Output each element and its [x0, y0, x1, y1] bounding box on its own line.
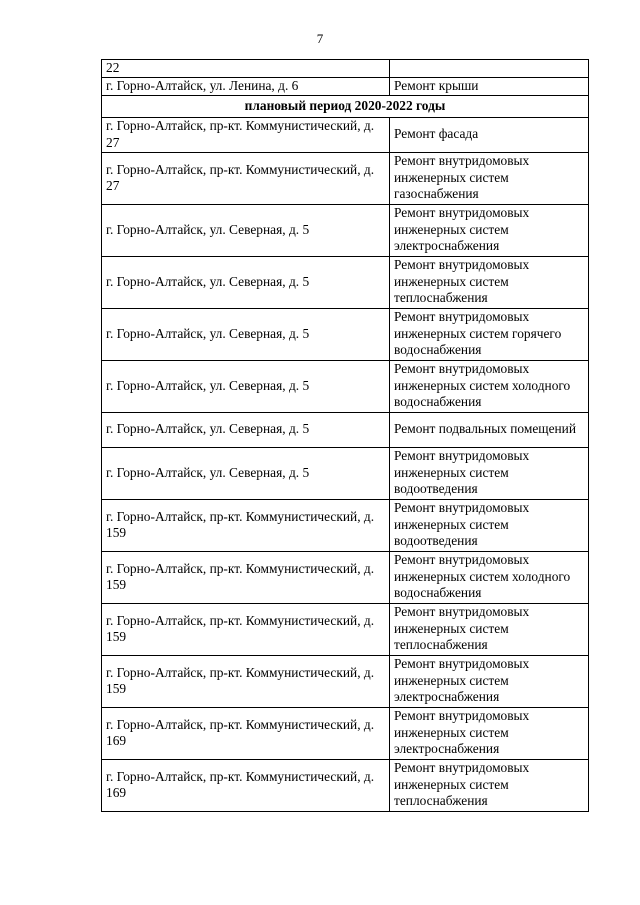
work-type-cell: Ремонт внутридомовых инженерных систем электроснабжения	[390, 707, 589, 759]
page-number: 7	[316, 31, 324, 46]
row-number-empty-cell	[390, 60, 589, 78]
address-cell: г. Горно-Алтайск, пр-кт. Коммунистический, д. 27	[102, 117, 390, 152]
address-cell: г. Горно-Алтайск, ул. Северная, д. 5	[102, 256, 390, 308]
work-type-cell: Ремонт внутридомовых инженерных систем газоснабжения	[390, 152, 589, 204]
work-type-cell: Ремонт фасада	[390, 117, 589, 152]
table-row	[102, 256, 589, 308]
row-number-cell: 22	[102, 60, 390, 78]
work-table	[101, 59, 589, 812]
work-type-cell: Ремонт внутридомовых инженерных систем горячего водоснабжения	[390, 308, 589, 360]
work-type-cell: Ремонт внутридомовых инженерных систем электроснабжения	[390, 655, 589, 707]
address-cell: г. Горно-Алтайск, ул. Северная, д. 5	[102, 447, 390, 499]
table-row	[102, 308, 589, 360]
address-cell: г. Горно-Алтайск, ул. Ленина, д. 6	[102, 77, 390, 95]
table-row	[102, 204, 589, 256]
address-cell: г. Горно-Алтайск, ул. Северная, д. 5	[102, 308, 390, 360]
table-row-number	[102, 60, 589, 78]
table-row	[102, 603, 589, 655]
address-cell: г. Горно-Алтайск, пр-кт. Коммунистический, д. 169	[102, 707, 390, 759]
table-row	[102, 655, 589, 707]
work-type-cell: Ремонт крыши	[390, 77, 589, 95]
work-table-body	[102, 60, 589, 812]
work-type-cell: Ремонт внутридомовых инженерных систем теплоснабжения	[390, 256, 589, 308]
work-type-cell: Ремонт внутридомовых инженерных систем теплоснабжения	[390, 603, 589, 655]
address-cell: г. Горно-Алтайск, ул. Северная, д. 5	[102, 412, 390, 447]
table-row	[102, 499, 589, 551]
work-type-cell: Ремонт внутридомовых инженерных систем водоотведения	[390, 447, 589, 499]
section-header: плановый период 2020-2022 годы	[102, 95, 589, 117]
address-cell: г. Горно-Алтайск, пр-кт. Коммунистический, д. 27	[102, 152, 390, 204]
table-row	[102, 707, 589, 759]
table-row	[102, 551, 589, 603]
work-type-cell: Ремонт внутридомовых инженерных систем электроснабжения	[390, 204, 589, 256]
address-cell: г. Горно-Алтайск, ул. Северная, д. 5	[102, 204, 390, 256]
address-cell: г. Горно-Алтайск, пр-кт. Коммунистический, д. 159	[102, 603, 390, 655]
address-cell: г. Горно-Алтайск, пр-кт. Коммунистический, д. 169	[102, 759, 390, 811]
work-type-cell: Ремонт внутридомовых инженерных систем водоотведения	[390, 499, 589, 551]
table-row	[102, 152, 589, 204]
address-cell: г. Горно-Алтайск, пр-кт. Коммунистический, д. 159	[102, 499, 390, 551]
table-row	[102, 447, 589, 499]
table-row	[102, 412, 589, 447]
work-type-cell: Ремонт внутридомовых инженерных систем теплоснабжения	[390, 759, 589, 811]
work-type-cell: Ремонт внутридомовых инженерных систем холодного водоснабжения	[390, 551, 589, 603]
table-row	[102, 360, 589, 412]
address-cell: г. Горно-Алтайск, пр-кт. Коммунистический, д. 159	[102, 551, 390, 603]
address-cell: г. Горно-Алтайск, пр-кт. Коммунистический, д. 159	[102, 655, 390, 707]
work-type-cell: Ремонт подвальных помещений	[390, 412, 589, 447]
table-row	[102, 117, 589, 152]
table-row	[102, 77, 589, 95]
table-row	[102, 759, 589, 811]
work-type-cell: Ремонт внутридомовых инженерных систем холодного водоснабжения	[390, 360, 589, 412]
address-cell: г. Горно-Алтайск, ул. Северная, д. 5	[102, 360, 390, 412]
section-header-row	[102, 95, 589, 117]
